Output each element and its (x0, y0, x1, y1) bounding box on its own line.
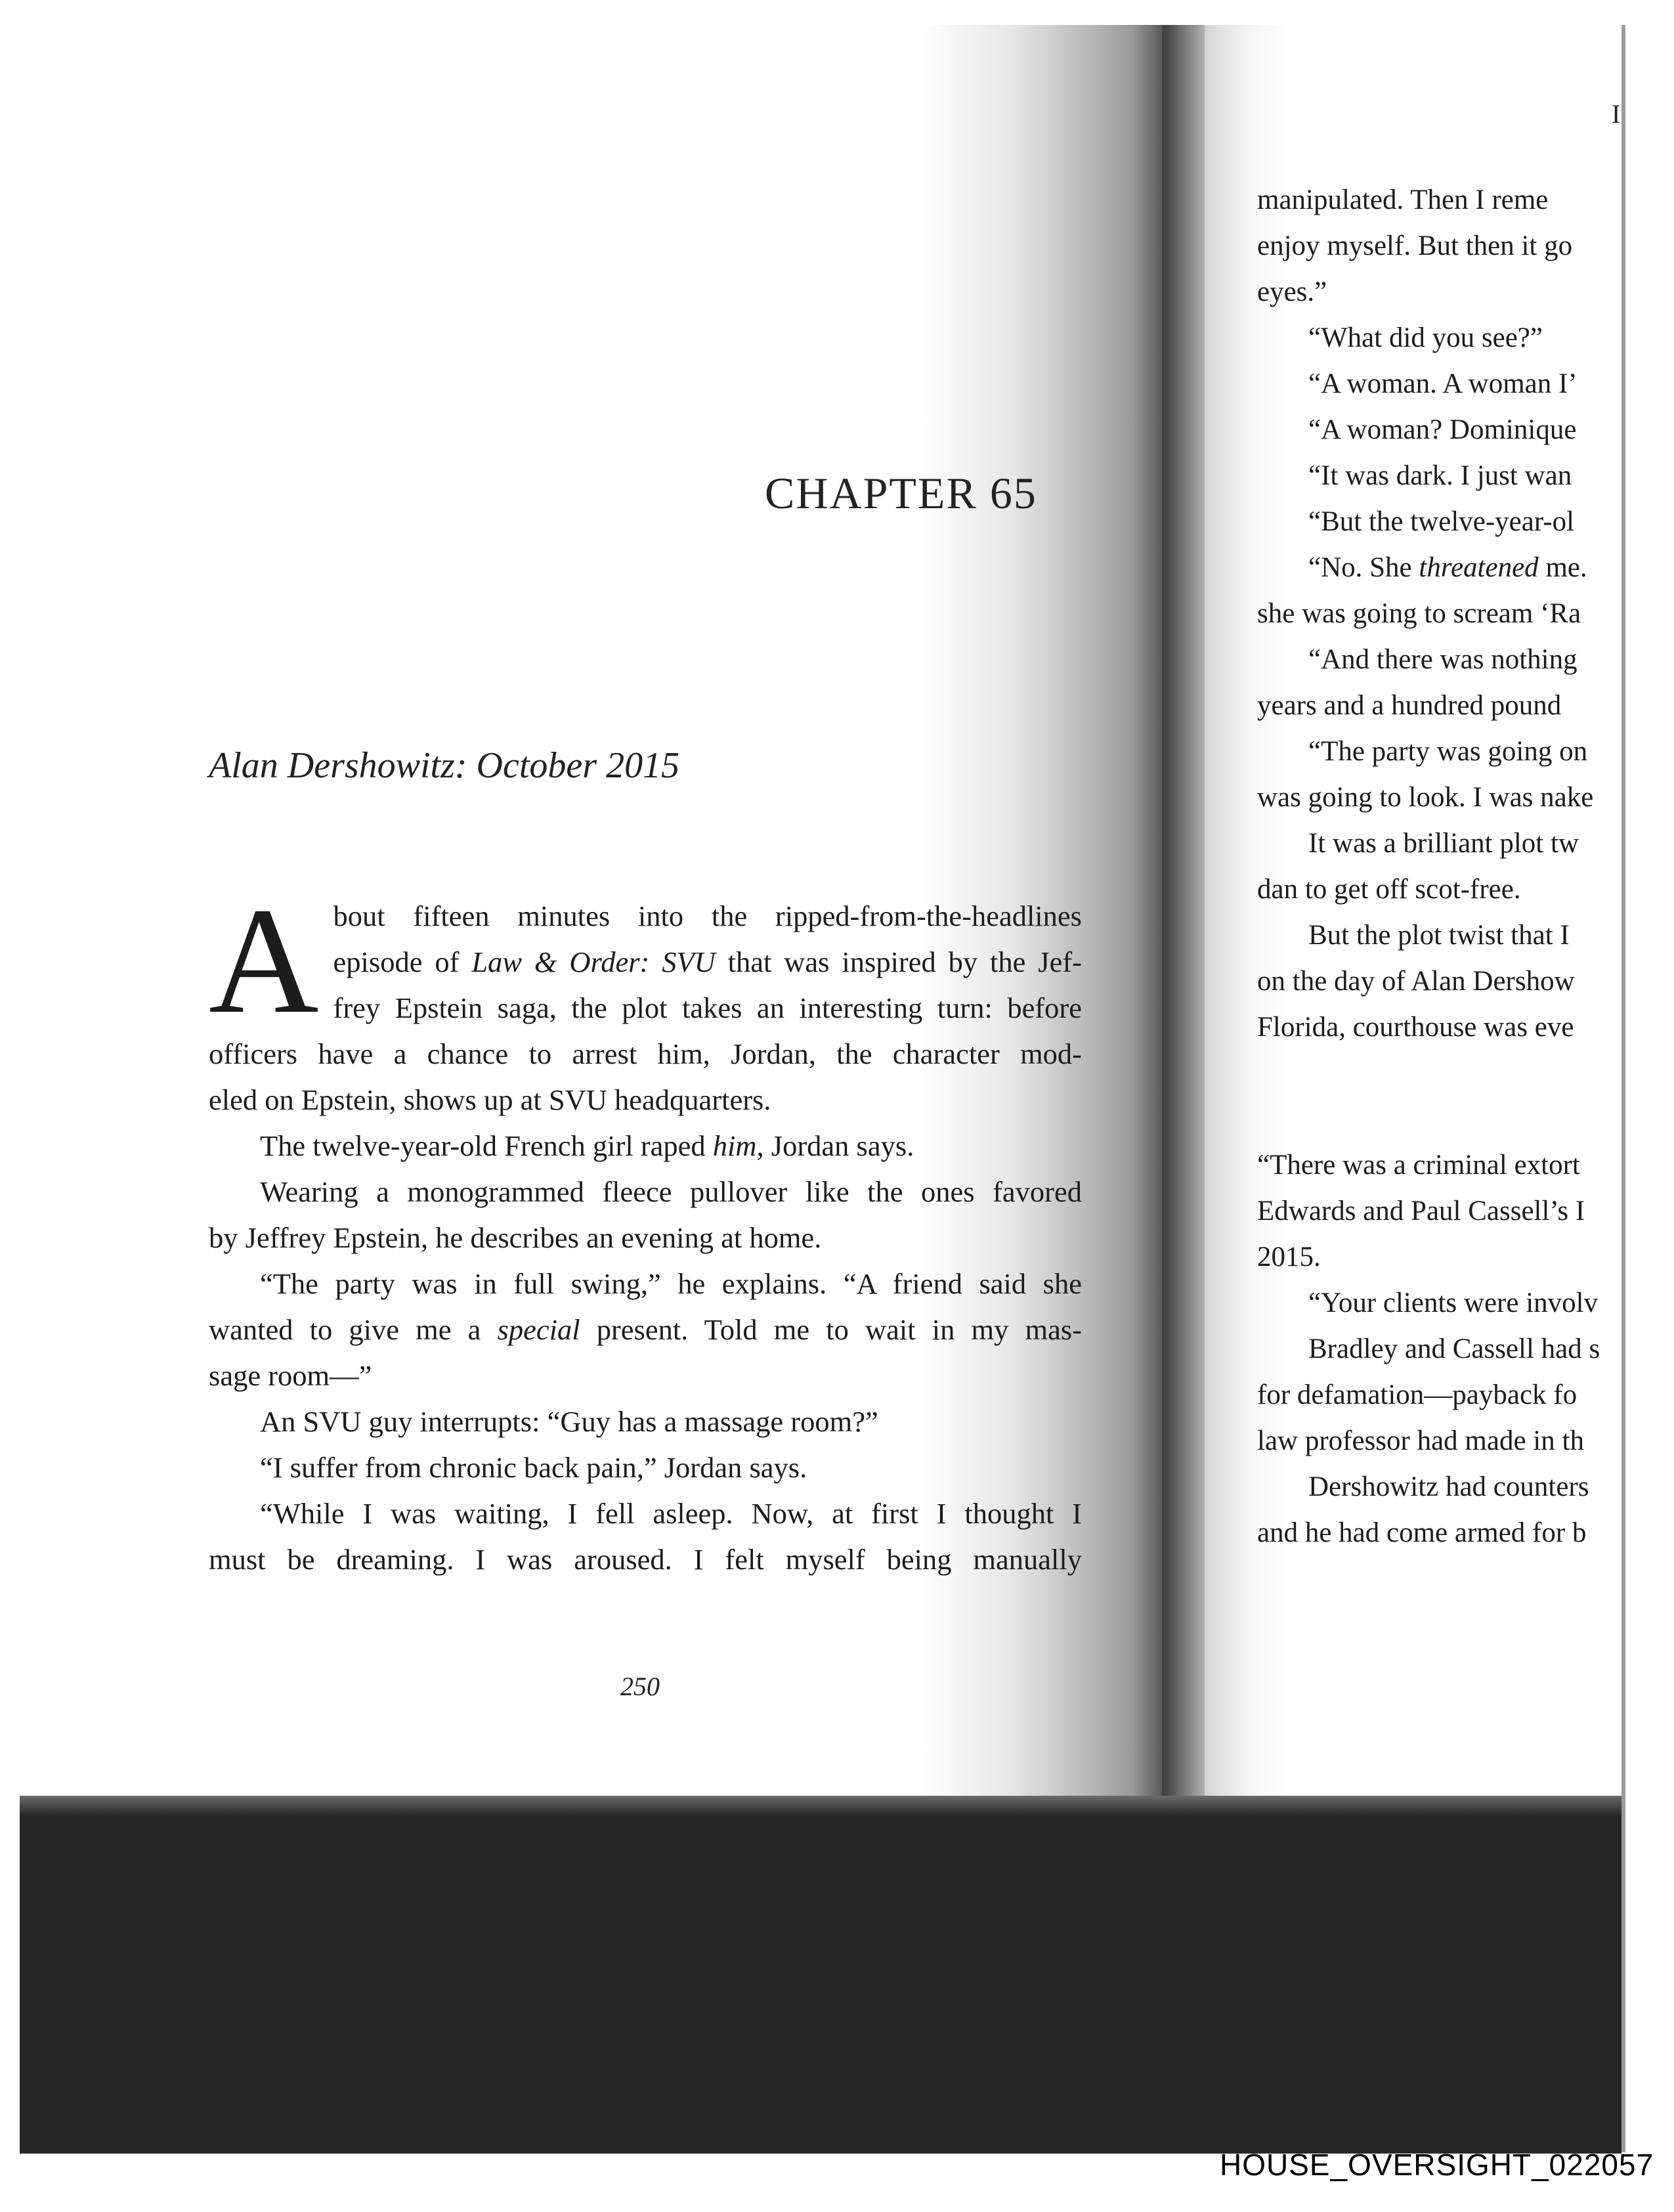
text-line: frey Epstein saga, the plot takes an interesting turn: before (333, 991, 1082, 1024)
paragraph-6 (209, 1444, 1082, 1490)
text-line: and he had come armed for b (1257, 1517, 1587, 1548)
text-line: It was a brilliant plot tw (1308, 828, 1579, 859)
text-line: law professor had made in th (1257, 1425, 1584, 1456)
section-break (1257, 1051, 1621, 1142)
text-line: “A woman? Dominique (1308, 414, 1577, 445)
paragraph-5 (209, 1399, 1082, 1444)
text-line: “The party was in full swing,” he explains. “A friend said she (260, 1267, 1082, 1300)
bates-stamp: HOUSE_OVERSIGHT_022057 (1220, 2148, 1654, 2182)
paragraph-2 (209, 1123, 1082, 1169)
book-gutter (1132, 25, 1205, 1811)
text-line: eled on Epstein, shows up at SVU headquarters. (209, 1083, 771, 1116)
text-line: dan to get off scot-free. (1257, 874, 1521, 905)
text-line: “Your clients were involv (1308, 1288, 1599, 1318)
text-line: manipulated. Then I reme (1257, 184, 1549, 215)
text-line: enjoy myself. But then it go (1257, 230, 1573, 261)
text-line: was going to look. I was nake (1257, 782, 1594, 813)
text-line: “The party was going on (1308, 736, 1588, 767)
scanner-background (20, 1796, 1621, 2154)
text-line: “No. She threatened me. (1308, 552, 1587, 583)
paragraph-7 (209, 1490, 1082, 1582)
chapter-subtitle: Alan Dershowitz: October 2015 (209, 745, 680, 786)
drop-cap: A (209, 877, 319, 1045)
page-edge (1621, 25, 1625, 2152)
text-line: Dershowitz had counters (1308, 1471, 1589, 1502)
right-page-bottom-block (1257, 1142, 1621, 1556)
text-line: officers have a chance to arrest him, Jordan, the character mod- (209, 1037, 1082, 1070)
text-line: on the day of Alan Dershow (1257, 966, 1575, 997)
text-line: episode of Law & Order: SVU that was inspired by the Jef- (333, 945, 1082, 978)
paragraph-4 (209, 1261, 1082, 1399)
text-line: years and a hundred pound (1257, 690, 1562, 721)
text-line: sage room—” (209, 1359, 372, 1392)
text-line: Wearing a monogrammed fleece pullover like the ones favored (260, 1175, 1082, 1208)
text-line: “But the twelve-year-ol (1308, 506, 1575, 537)
paragraph-3 (209, 1169, 1082, 1261)
page-number: 250 (620, 1672, 660, 1701)
text-line: “A woman. A woman I’ (1308, 368, 1577, 399)
text-line: An SVU guy interrupts: “Guy has a massage room?” (260, 1405, 878, 1438)
page-crease (20, 1796, 1621, 1815)
text-line: “And there was nothing (1308, 644, 1577, 675)
text-line: Bradley and Cassell had s (1308, 1334, 1600, 1364)
text-line: But the plot twist that I (1308, 920, 1570, 951)
left-page-body (209, 877, 1082, 1582)
text-line: by Jeffrey Epstein, he describes an evening at home. (209, 1221, 822, 1254)
right-page-body (1257, 177, 1621, 1556)
text-line: eyes.” (1257, 276, 1327, 307)
text-line: Edwards and Paul Cassell’s I (1257, 1196, 1585, 1226)
text-line: wanted to give me a special present. Told me to wait in my mas- (209, 1313, 1082, 1346)
text-line: The twelve-year-old French girl raped him, Jordan says. (260, 1129, 914, 1162)
chapter-heading: CHAPTER 65 (765, 468, 1037, 518)
text-line: “While I was waiting, I fell asleep. Now, at first I thought I (260, 1497, 1082, 1530)
text-line: Florida, courthouse was eve (1257, 1012, 1574, 1043)
text-line: she was going to scream ‘Ra (1257, 598, 1581, 629)
text-line: “It was dark. I just wan (1308, 460, 1572, 491)
running-head-fragment: I (1612, 99, 1621, 129)
text-line: “I suffer from chronic back pain,” Jordan says. (260, 1451, 807, 1484)
text-line: “There was a criminal extort (1257, 1150, 1580, 1181)
text-line: must be dreaming. I was aroused. I felt myself being manually (209, 1543, 1082, 1576)
right-page-top-block (1257, 177, 1621, 1051)
text-line: “What did you see?” (1308, 322, 1543, 353)
text-line: bout fifteen minutes into the ripped-from-the-headlines (333, 900, 1082, 932)
text-line: 2015. (1257, 1242, 1321, 1272)
paragraph-1 (209, 877, 1082, 1123)
text-line: for defamation—payback fo (1257, 1379, 1577, 1410)
